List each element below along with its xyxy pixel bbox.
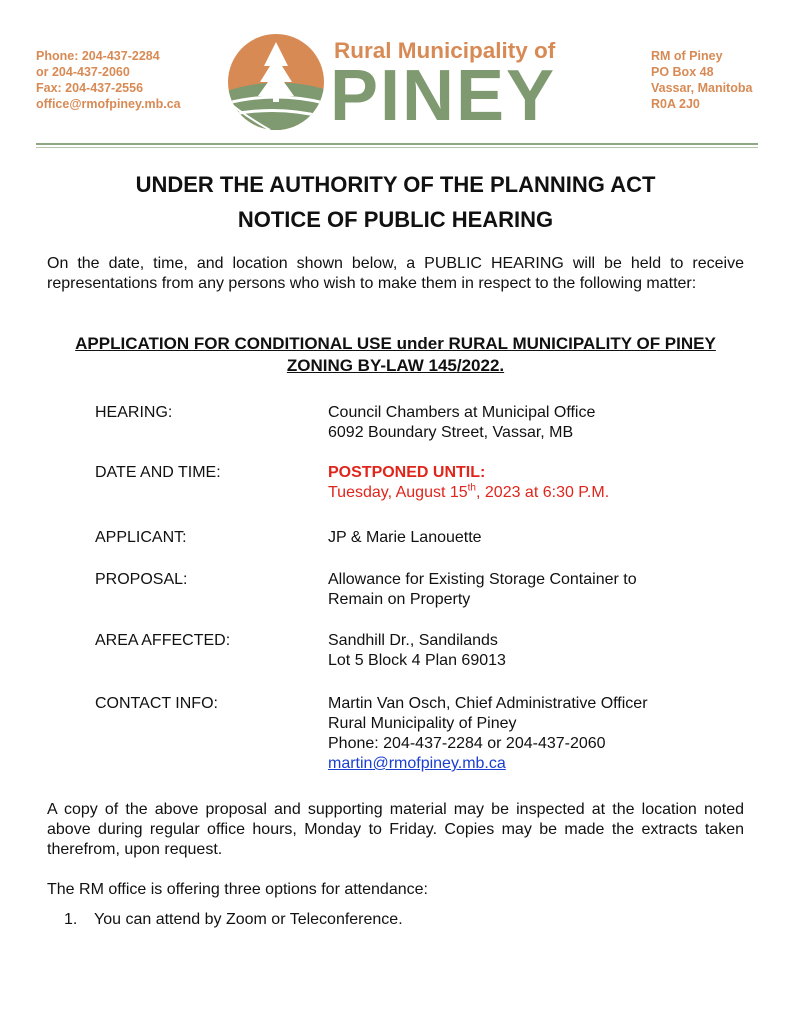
hearing-date: Tuesday, August 15th, 2023 at 6:30 P.M.	[328, 482, 610, 501]
notice-title: UNDER THE AUTHORITY OF THE PLANNING ACT	[135, 172, 656, 197]
application-title: APPLICATION FOR CONDITIONAL USE under RURAL MUNICIPALITY OF PINEY ZONING BY-LAW 145/2022.	[75, 334, 716, 375]
list-number: 1.	[64, 911, 78, 928]
header-divider-thin	[36, 147, 758, 148]
address-block-right	[651, 48, 752, 112]
hearing-address: 6092 Boundary Street, Vassar, MB	[328, 424, 574, 441]
applicant-label: APPLICANT:	[95, 529, 187, 546]
address-line: Vassar, Manitoba	[651, 81, 753, 95]
address-line: R0A 2J0	[651, 97, 700, 111]
contact-block-left	[36, 48, 181, 112]
hearing-label: HEARING:	[95, 404, 173, 421]
address-line: PO Box 48	[651, 65, 714, 79]
header-phone: Phone: 204-437-2284	[36, 49, 160, 63]
logo-emblem-icon	[224, 30, 328, 134]
contact-org: Rural Municipality of Piney	[328, 715, 517, 732]
address-line: RM of Piney	[651, 49, 723, 63]
logo-text-rural: Rural Municipality of	[334, 38, 556, 63]
contact-phone: Phone: 204-437-2284 or 204-437-2060	[328, 735, 606, 752]
applicant-value: JP & Marie Lanouette	[328, 529, 482, 546]
area-label: AREA AFFECTED:	[95, 632, 231, 649]
proposal-value: Allowance for Existing Storage Container to Remain on Property	[328, 571, 637, 608]
list-text: You can attend by Zoom or Teleconference.	[94, 911, 403, 928]
datetime-value	[328, 463, 748, 503]
logo-text-piney: PINEY	[330, 56, 557, 136]
municipality-logo	[224, 26, 564, 138]
notice-subtitle: NOTICE OF PUBLIC HEARING	[237, 207, 554, 232]
proposal-label: PROPOSAL:	[95, 571, 188, 588]
header-phone-alt: or 204-437-2060	[36, 65, 130, 79]
hearing-location: Council Chambers at Municipal Office	[328, 404, 596, 421]
intro-paragraph: On the date, time, and location shown below, a PUBLIC HEARING will be held to receive representations from any persons who wish to make them in respect to the following matter:	[47, 255, 744, 292]
header-fax: Fax: 204-437-2556	[36, 81, 144, 95]
contact-email-link[interactable]: martin@rmofpiney.mb.ca	[328, 755, 506, 772]
area-value: Sandhill Dr., Sandilands Lot 5 Block 4 Plan 69013	[328, 632, 506, 669]
list-item	[64, 910, 403, 930]
attendance-paragraph: The RM office is offering three options for attendance:	[47, 881, 428, 898]
contact-name: Martin Van Osch, Chief Administrative Officer	[328, 695, 648, 712]
inspection-paragraph: A copy of the above proposal and supporting material may be inspected at the location noted above during regular office hours, Monday to Friday. Copies may be made the extracts taken therefrom, upon request.	[47, 801, 744, 858]
header-email: office@rmofpiney.mb.ca	[36, 97, 181, 111]
header-divider	[36, 143, 758, 145]
hearing-value	[328, 403, 748, 443]
contact-value	[328, 694, 748, 774]
contact-label: CONTACT INFO:	[95, 695, 218, 712]
postponed-status: POSTPONED UNTIL:	[328, 464, 486, 481]
datetime-label: DATE AND TIME:	[95, 464, 221, 481]
